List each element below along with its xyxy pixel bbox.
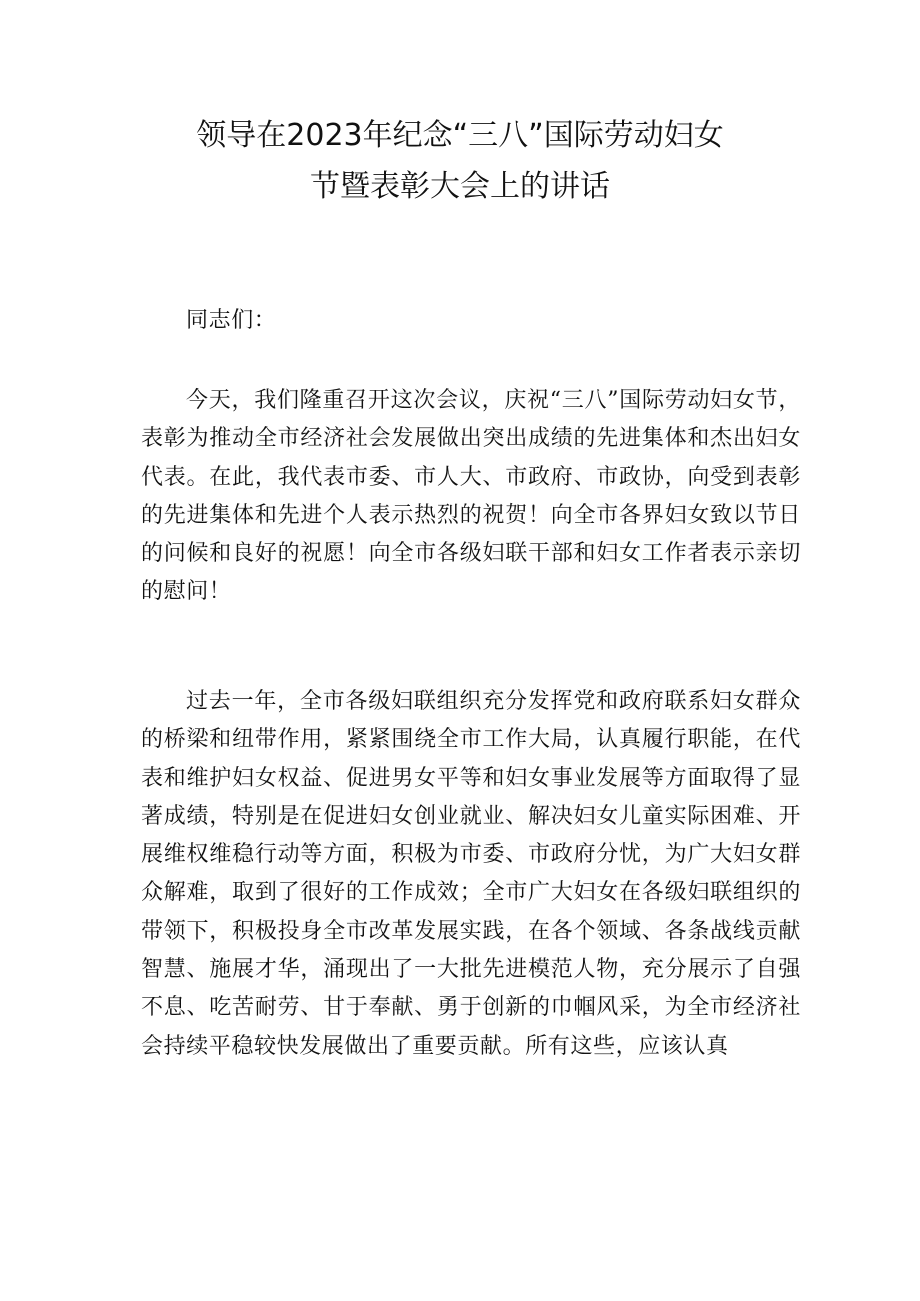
salutation: 同志们：	[186, 308, 277, 333]
paragraph-1: 今天，我们隆重召开这次会议，庆祝“三八”国际劳动妇女节，表彰为推动全市经济社会发展做出突出成绩的先进集体和杰出妇女代表。在此，我代表市委、市人大、市政府、市政协，向受到表彰的先进集体和先进个人表示热烈的祝贺！向全市各界妇女致以节日的问候和良好的祝愿！向全市各级妇联干部和妇女工作者表示亲切的慰问！	[141, 388, 801, 605]
paragraph-2: 过去一年，全市各级妇联组织充分发挥党和政府联系妇女群众的桥梁和纽带作用，紧紧围绕全市工作大局，认真履行职能，在代表和维护妇女权益、促进男女平等和妇女事业发展等方面取得了显著成绩，特别是在促进妇女创业就业、解决妇女儿童实际困难、开展维权维稳行动等方面，积极为市委、市政府分忧，为广大妇女群众解难，取到了很好的工作成效；全市广大妇女在各级妇联组织的带领下，积极投身全市改革发展实践，在各个领域、各条战线贡献智慧、施展才华，涌现出了一大批先进模范人物，充分展示了自强不息、吃苦耐劳、甘于奉献、勇于创新的巾帼风采，为全市经济社会持续平稳较快发展做出了重要贡献。所有这些，应该认真	[141, 689, 801, 1059]
document-title-line-2: 节暨表彰大会上的讲话	[310, 169, 610, 204]
document-title-line-1: 领导在2023年纪念“三八”国际劳动妇女	[196, 118, 724, 153]
